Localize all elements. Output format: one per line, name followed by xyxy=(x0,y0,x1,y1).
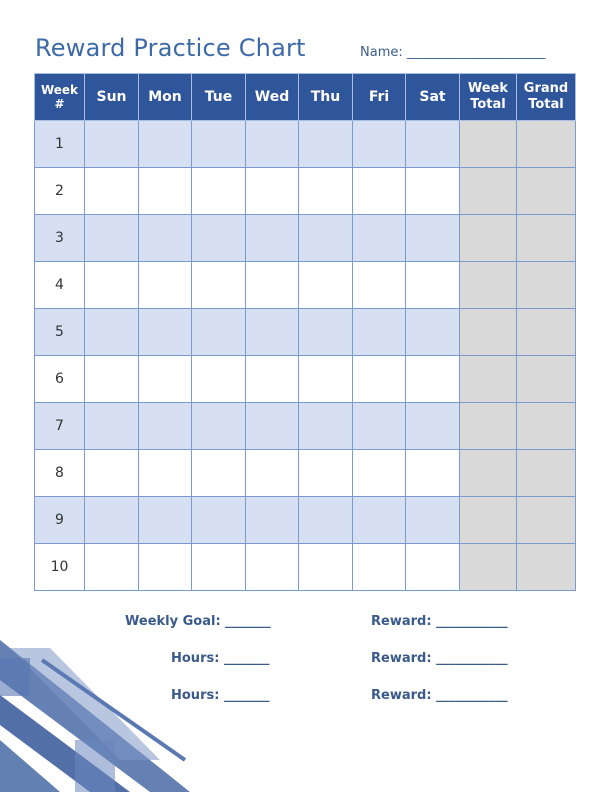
grand-total-cell[interactable] xyxy=(517,450,576,497)
day-cell-tue[interactable] xyxy=(192,356,246,403)
practice-chart-table xyxy=(34,73,576,591)
weekly-goal-blank: _______ xyxy=(225,614,271,629)
day-cell-wed[interactable] xyxy=(246,497,299,544)
grand-total-cell[interactable] xyxy=(517,309,576,356)
week-number-cell: 6 xyxy=(35,356,85,403)
day-cell-mon[interactable] xyxy=(139,121,192,168)
day-cell-mon[interactable] xyxy=(139,544,192,591)
day-cell-fri[interactable] xyxy=(353,168,406,215)
day-cell-sat[interactable] xyxy=(406,168,460,215)
reward-blank-3: ___________ xyxy=(436,688,508,703)
day-cell-thu[interactable] xyxy=(299,215,353,262)
day-cell-sun[interactable] xyxy=(85,168,139,215)
week-total-cell[interactable] xyxy=(460,450,517,497)
grand-total-cell[interactable] xyxy=(517,168,576,215)
day-cell-sat[interactable] xyxy=(406,450,460,497)
week-number-cell: 8 xyxy=(35,450,85,497)
reward-blank-2: ___________ xyxy=(436,651,508,666)
week-number-cell: 10 xyxy=(35,544,85,591)
day-cell-fri[interactable] xyxy=(353,215,406,262)
grand-total-cell[interactable] xyxy=(517,356,576,403)
day-cell-tue[interactable] xyxy=(192,168,246,215)
day-cell-sun[interactable] xyxy=(85,403,139,450)
table-row xyxy=(35,497,576,544)
table-row xyxy=(35,262,576,309)
day-cell-wed[interactable] xyxy=(246,121,299,168)
reward-field-1[interactable] xyxy=(371,614,508,629)
reward-field-3[interactable] xyxy=(371,688,508,703)
day-cell-wed[interactable] xyxy=(246,215,299,262)
hours-label-2: Hours: xyxy=(171,688,220,703)
column-header-tue: Tue xyxy=(192,74,246,121)
grand-total-cell[interactable] xyxy=(517,403,576,450)
week-number-cell: 7 xyxy=(35,403,85,450)
week-number-cell: 2 xyxy=(35,168,85,215)
weekly-goal-label: Weekly Goal: xyxy=(125,614,221,629)
day-cell-fri[interactable] xyxy=(353,497,406,544)
day-cell-mon[interactable] xyxy=(139,356,192,403)
week-number-cell: 5 xyxy=(35,309,85,356)
day-cell-thu[interactable] xyxy=(299,356,353,403)
reward-label-2: Reward: xyxy=(371,651,432,666)
day-cell-wed[interactable] xyxy=(246,262,299,309)
hours-blank-2: _______ xyxy=(223,688,270,703)
day-cell-sun[interactable] xyxy=(85,497,139,544)
day-cell-tue[interactable] xyxy=(192,544,246,591)
week-total-cell[interactable] xyxy=(460,168,517,215)
day-cell-fri[interactable] xyxy=(353,403,406,450)
column-header-mon: Mon xyxy=(139,74,192,121)
day-cell-mon[interactable] xyxy=(139,450,192,497)
grand-total-cell[interactable] xyxy=(517,215,576,262)
column-header-sun: Sun xyxy=(85,74,139,121)
column-header-week: Week # xyxy=(35,74,85,121)
week-number-cell: 1 xyxy=(35,121,85,168)
reward-blank-1: ___________ xyxy=(436,614,508,629)
day-cell-mon[interactable] xyxy=(139,262,192,309)
day-cell-thu[interactable] xyxy=(299,168,353,215)
column-header-grand-total: Grand Total xyxy=(517,74,576,121)
name-label: Name: xyxy=(360,45,403,60)
day-cell-sat[interactable] xyxy=(406,215,460,262)
week-number-cell: 9 xyxy=(35,497,85,544)
column-header-fri: Fri xyxy=(353,74,406,121)
table-row xyxy=(35,121,576,168)
day-cell-wed[interactable] xyxy=(246,168,299,215)
week-total-cell[interactable] xyxy=(460,497,517,544)
table-row xyxy=(35,450,576,497)
column-header-wed: Wed xyxy=(246,74,299,121)
day-cell-sun[interactable] xyxy=(85,356,139,403)
reward-label-1: Reward: xyxy=(371,614,432,629)
name-field[interactable] xyxy=(360,45,545,60)
day-cell-thu[interactable] xyxy=(299,262,353,309)
day-cell-wed[interactable] xyxy=(246,403,299,450)
table-row xyxy=(35,215,576,262)
day-cell-wed[interactable] xyxy=(246,356,299,403)
day-cell-sun[interactable] xyxy=(85,121,139,168)
table-row xyxy=(35,356,576,403)
table-row xyxy=(35,309,576,356)
column-header-week-total: Week Total xyxy=(460,74,517,121)
day-cell-fri[interactable] xyxy=(353,450,406,497)
week-total-cell[interactable] xyxy=(460,121,517,168)
day-cell-mon[interactable] xyxy=(139,215,192,262)
table-row xyxy=(35,544,576,591)
day-cell-sat[interactable] xyxy=(406,262,460,309)
day-cell-mon[interactable] xyxy=(139,168,192,215)
day-cell-sun[interactable] xyxy=(85,262,139,309)
week-number-cell: 3 xyxy=(35,215,85,262)
week-total-cell[interactable] xyxy=(460,356,517,403)
day-cell-tue[interactable] xyxy=(192,497,246,544)
header-row xyxy=(35,74,576,121)
day-cell-wed[interactable] xyxy=(246,544,299,591)
day-cell-tue[interactable] xyxy=(192,450,246,497)
grand-total-cell[interactable] xyxy=(517,121,576,168)
day-cell-wed[interactable] xyxy=(246,450,299,497)
column-header-sat: Sat xyxy=(406,74,460,121)
reward-field-2[interactable] xyxy=(371,651,508,666)
day-cell-sun[interactable] xyxy=(85,450,139,497)
stripe-5 xyxy=(0,658,30,696)
day-cell-thu[interactable] xyxy=(299,403,353,450)
day-cell-tue[interactable] xyxy=(192,403,246,450)
day-cell-fri[interactable] xyxy=(353,544,406,591)
column-header-thu: Thu xyxy=(299,74,353,121)
day-cell-fri[interactable] xyxy=(353,121,406,168)
week-total-cell[interactable] xyxy=(460,215,517,262)
day-cell-wed[interactable] xyxy=(246,309,299,356)
day-cell-tue[interactable] xyxy=(192,215,246,262)
name-blank: _______________________ xyxy=(406,45,545,60)
table-body xyxy=(35,121,576,591)
day-cell-mon[interactable] xyxy=(139,497,192,544)
day-cell-mon[interactable] xyxy=(139,309,192,356)
day-cell-sat[interactable] xyxy=(406,121,460,168)
stripe-6 xyxy=(75,740,115,792)
hours-label-1: Hours: xyxy=(171,651,220,666)
day-cell-fri[interactable] xyxy=(353,262,406,309)
week-total-cell[interactable] xyxy=(460,309,517,356)
table-row xyxy=(35,168,576,215)
day-cell-sun[interactable] xyxy=(85,309,139,356)
table-row xyxy=(35,403,576,450)
day-cell-sat[interactable] xyxy=(406,497,460,544)
day-cell-sat[interactable] xyxy=(406,356,460,403)
day-cell-fri[interactable] xyxy=(353,356,406,403)
grand-total-cell[interactable] xyxy=(517,497,576,544)
day-cell-thu[interactable] xyxy=(299,544,353,591)
reward-label-3: Reward: xyxy=(371,688,432,703)
day-cell-sat[interactable] xyxy=(406,403,460,450)
day-cell-thu[interactable] xyxy=(299,450,353,497)
day-cell-tue[interactable] xyxy=(192,121,246,168)
day-cell-fri[interactable] xyxy=(353,309,406,356)
week-total-cell[interactable] xyxy=(460,403,517,450)
decorative-stripes xyxy=(0,600,200,792)
day-cell-thu[interactable] xyxy=(299,497,353,544)
day-cell-sat[interactable] xyxy=(406,544,460,591)
week-total-cell[interactable] xyxy=(460,544,517,591)
week-number-cell: 4 xyxy=(35,262,85,309)
day-cell-mon[interactable] xyxy=(139,403,192,450)
grand-total-cell[interactable] xyxy=(517,262,576,309)
page-title: Reward Practice Chart xyxy=(35,34,306,62)
day-cell-thu[interactable] xyxy=(299,309,353,356)
day-cell-sat[interactable] xyxy=(406,309,460,356)
hours-blank-1: _______ xyxy=(223,651,270,666)
day-cell-sun[interactable] xyxy=(85,215,139,262)
week-total-cell[interactable] xyxy=(460,262,517,309)
day-cell-sun[interactable] xyxy=(85,544,139,591)
grand-total-cell[interactable] xyxy=(517,544,576,591)
day-cell-tue[interactable] xyxy=(192,309,246,356)
day-cell-tue[interactable] xyxy=(192,262,246,309)
day-cell-thu[interactable] xyxy=(299,121,353,168)
